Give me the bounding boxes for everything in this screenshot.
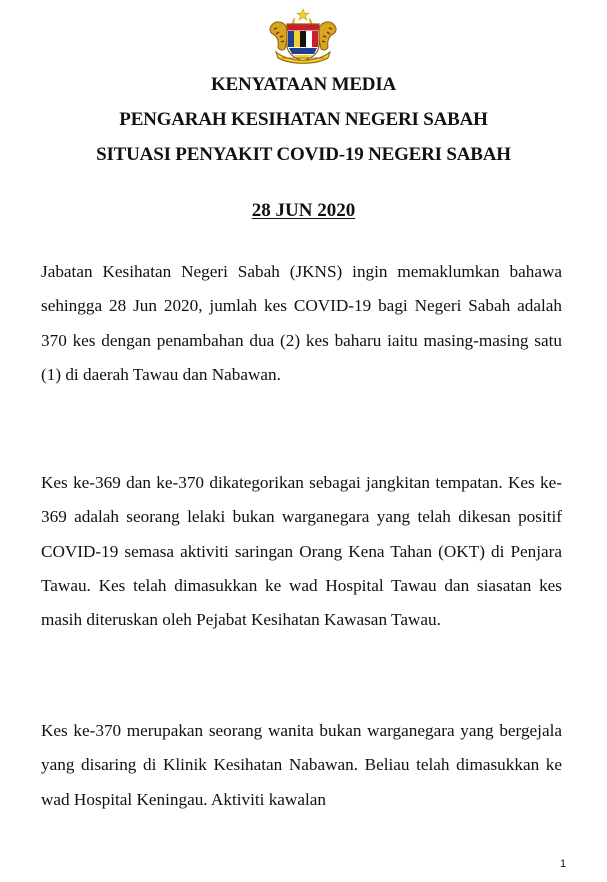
statement-date-text: 28 JUN 2020 bbox=[251, 200, 356, 221]
statement-date bbox=[0, 201, 607, 220]
paragraph-2: Kes ke-369 dan ke-370 dikategorikan sebagai jangkitan tempatan. Kes ke-369 adalah seorang lelaki bukan warganegara yang telah dikesan positif COVID-19 semasa aktiviti saringan Orang Kena Tahan (OKT) di Penjara Tawau. Kes telah dimasukkan ke wad Hospital Tawau dan siasatan kes masih diteruskan oleh Pejabat Kesihatan Kawasan Tawau. bbox=[41, 473, 562, 630]
paragraph-1: Jabatan Kesihatan Negeri Sabah (JKNS) ingin memaklumkan bahawa sehingga 28 Jun 2020, jumlah kes COVID-19 bagi Negeri Sabah adalah 370 kes dengan penambahan dua (2) kes baharu iaitu masing-masing satu (1) di daerah Tawau dan Nabawan. bbox=[41, 262, 562, 384]
paragraph-3: Kes ke-370 merupakan seorang wanita bukan warganegara yang bergejala yang disaring di Klinik Kesihatan Nabawan. Beliau telah dimasukkan ke wad Hospital Keningau. Aktiviti kawalan bbox=[41, 721, 562, 809]
media-statement-title: KENYATAAN MEDIA bbox=[210, 74, 397, 95]
issuer-title: PENGARAH KESIHATAN NEGERI SABAH bbox=[119, 109, 488, 130]
statement-subject: SITUASI PENYAKIT COVID-19 NEGERI SABAH bbox=[96, 144, 511, 165]
page-number: 1 bbox=[560, 858, 567, 870]
malaysia-coat-of-arms-icon bbox=[267, 6, 339, 64]
